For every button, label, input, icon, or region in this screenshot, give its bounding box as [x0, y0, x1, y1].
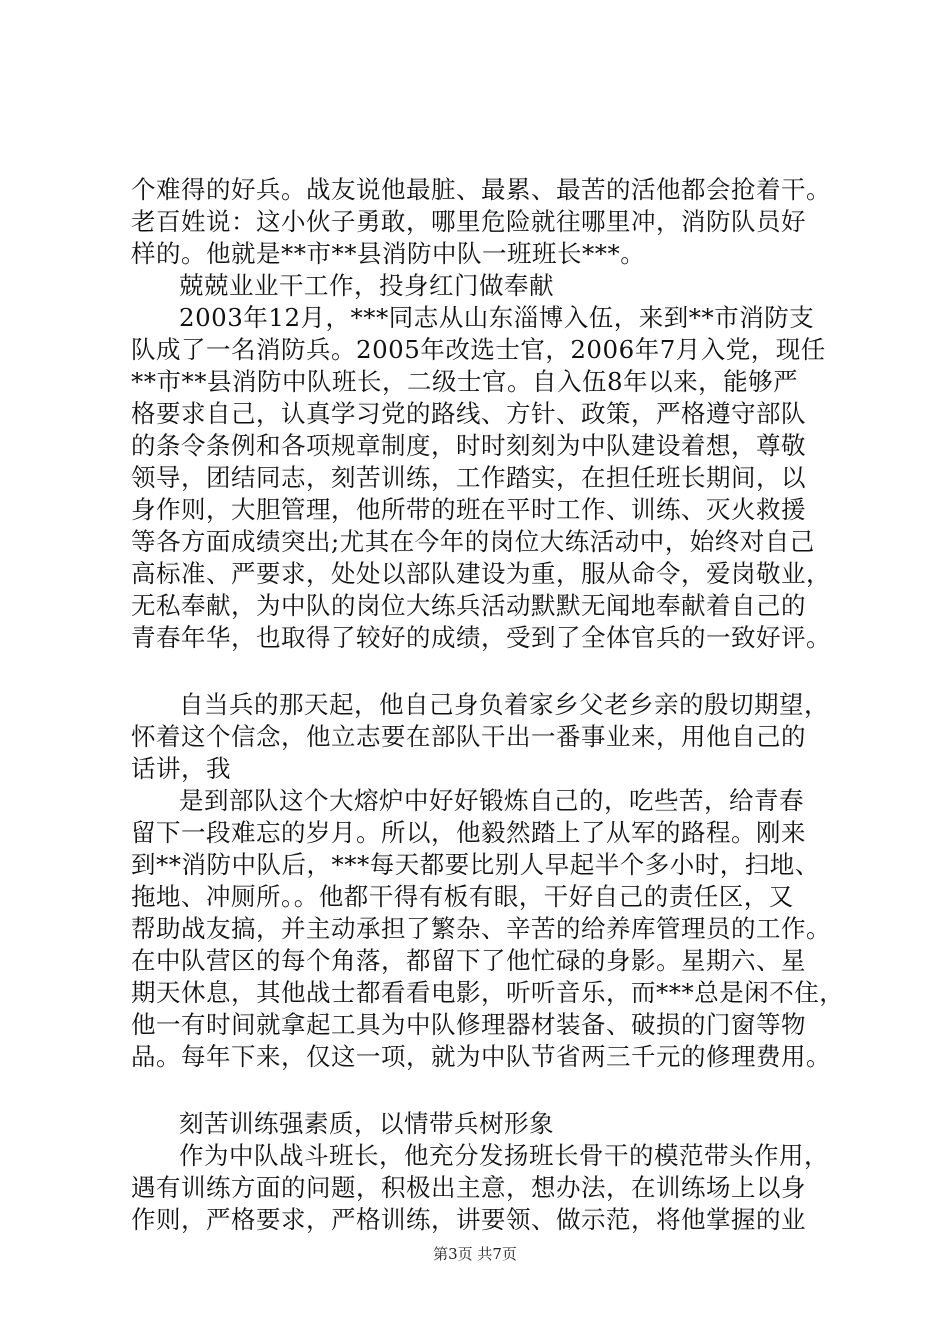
- text-line: 作则，严格要求，严格训练，讲要领、做示范，将他掌握的业: [131, 1205, 806, 1234]
- text-line: 拖地、冲厕所。。他都干得有板有眼，干好自己的责任区，又: [131, 882, 794, 911]
- text-line: 遇有训练方面的问题，积极出主意，想办法，在训练场上以身: [131, 1173, 806, 1202]
- text-line: **市**县消防中队班长，二级士官。自入伍8年以来，能够严: [131, 367, 799, 396]
- text-line: 期天休息，其他战士都看看电影，听听音乐，而***总是闲不住，: [131, 978, 845, 1007]
- section-heading: 兢兢业业干工作，投身红门做奉献: [179, 271, 554, 300]
- text-line: 留下一段难忘的岁月。所以，他毅然踏上了从军的路程。刚来: [131, 818, 806, 847]
- text-line: 高标准、严要求，处处以部队建设为重，服从命令，爱岗敬业，: [131, 559, 831, 588]
- paragraph-gap: [131, 654, 851, 689]
- text-line: 在中队营区的每个角落，都留下了他忙碌的身影。星期六、星: [131, 946, 806, 975]
- text-line: 无私奉献，为中队的岗位大练兵活动默默无闻地奉献着自己的: [131, 591, 806, 620]
- text-line: 队成了一名消防兵。2005年改选士官，2006年7月入党，现任: [131, 335, 826, 364]
- text-line: 是到部队这个大熔炉中好好锻炼自己的，吃些苦，给青春: [179, 786, 804, 815]
- text-line: 他一有时间就拿起工具为中队修理器材装备、破损的门窗等物: [131, 1010, 806, 1039]
- text-line: 身作则，大胆管理，他所带的班在平时工作、训练、灭火救援: [131, 495, 806, 524]
- text-line: 领导，团结同志，刻苦训练，工作踏实，在担任班长期间，以: [131, 463, 806, 492]
- text-line: 2003年12月，***同志从山东淄博入伍，来到**市消防支: [179, 303, 815, 332]
- text-line: 等各方面成绩突出;尤其在今年的岗位大练活动中，始终对自己: [131, 527, 815, 556]
- text-line: 个难得的好兵。战友说他最脏、最累、最苦的活他都会抢着干。: [131, 175, 831, 204]
- text-line: 格要求自己，认真学习党的路线、方针、政策，严格遵守部队: [131, 399, 806, 428]
- document-body: [131, 174, 851, 1236]
- text-line: 话讲，我: [131, 754, 231, 783]
- paragraph-gap: [131, 1073, 851, 1108]
- text-line: 自当兵的那天起，他自己身负着家乡父老乡亲的殷切期望，: [179, 690, 829, 719]
- text-line: 帮助战友搞，并主动承担了繁杂、辛苦的给养库管理员的工作。: [131, 914, 831, 943]
- text-line: 怀着这个信念，他立志要在部队干出一番事业来，用他自己的: [131, 722, 806, 751]
- text-line: 到**消防中队后，***每天都要比别人早起半个多小时，扫地、: [131, 850, 820, 879]
- text-line: 的条令条例和各项规章制度，时时刻刻为中队建设着想，尊敬: [131, 431, 806, 460]
- text-line: 样的。他就是**市**县消防中队一班班长***。: [131, 239, 646, 268]
- text-line: 青春年华，也取得了较好的成绩，受到了全体官兵的一致好评。: [131, 623, 831, 652]
- page-number-footer: 第3页 共7页: [433, 1245, 517, 1263]
- text-line: 品。每年下来，仅这一项，就为中队节省两三千元的修理费用。: [131, 1042, 831, 1071]
- text-line: 作为中队战斗班长，他充分发扬班长骨干的模范带头作用，: [179, 1141, 829, 1170]
- section-heading: 刻苦训练强素质，以情带兵树形象: [179, 1109, 554, 1138]
- text-line: 老百姓说：这小伙子勇敢，哪里危险就往哪里冲，消防队员好: [131, 207, 806, 236]
